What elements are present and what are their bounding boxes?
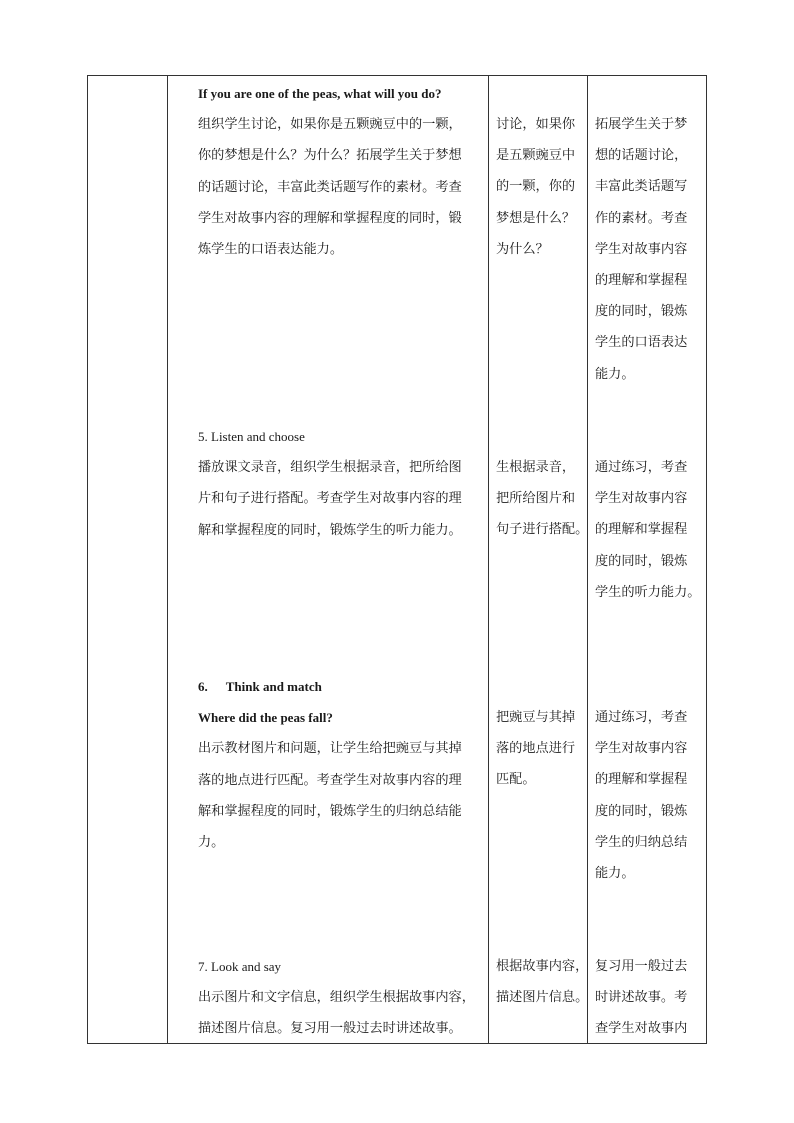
section-subheading: Where did the peas fall? <box>198 710 333 726</box>
purpose-block <box>588 951 706 1045</box>
teacher-line: 播放课文录音，组织学生根据录音，把所给图 <box>198 460 462 476</box>
section-heading: 7. Look and say <box>198 959 282 974</box>
student-line: 根据故事内容， <box>496 959 589 974</box>
section-heading: 5. Listen and choose <box>198 429 305 444</box>
student-line: 为什么？ <box>496 241 549 257</box>
section-number: 6. <box>198 679 208 694</box>
purpose-line: 能力。 <box>595 366 635 382</box>
purpose-line: 的理解和掌握程 <box>595 772 688 788</box>
student-line: 句子进行搭配。 <box>496 522 589 538</box>
student-line: 生根据录音， <box>496 460 576 475</box>
student-block <box>489 452 587 546</box>
section-heading: If you are one of the peas, what will you do? <box>198 86 442 101</box>
student-line: 讨论，如果你 <box>496 117 576 132</box>
purpose-line: 度的同时，锻炼 <box>595 553 688 569</box>
table-row <box>88 76 707 1044</box>
student-line: 的一颗，你的 <box>496 179 576 195</box>
teacher-line: 组织学生讨论，如果你是五颗豌豆中的一颗， <box>198 117 462 133</box>
purpose-line: 能力。 <box>595 865 635 881</box>
student-block <box>489 951 587 1013</box>
student-line: 把所给图片和 <box>496 491 576 507</box>
purpose-line: 查学生对故事内 <box>595 1021 688 1037</box>
purpose-block <box>588 452 706 608</box>
section-listen-choose <box>168 421 488 546</box>
teacher-line: 落的地点进行匹配。考查学生对故事内容的理 <box>198 772 462 788</box>
purpose-line: 拓展学生关于梦 <box>595 117 688 132</box>
teacher-line: 学生对故事内容的理解和掌握程度的同时，锻 <box>198 210 462 226</box>
student-line: 把豌豆与其掉 <box>496 710 576 725</box>
purpose-line: 作的素材。考查 <box>595 210 688 226</box>
purpose-line: 学生对故事内容 <box>595 241 688 257</box>
purpose-line: 学生的口语表达 <box>595 335 688 351</box>
section-look-say <box>168 951 488 1045</box>
purpose-line: 度的同时，锻炼 <box>595 803 688 819</box>
student-line: 落的地点进行 <box>496 741 576 757</box>
student-block <box>489 109 587 265</box>
section-heading <box>168 671 488 702</box>
teacher-activity-cell <box>168 76 489 1044</box>
purpose-line: 学生的归纳总结 <box>595 834 688 850</box>
student-line: 匹配。 <box>496 772 536 788</box>
purpose-line: 时讲述故事。考 <box>595 990 688 1006</box>
design-purpose-cell <box>588 76 707 1044</box>
purpose-line: 学生对故事内容 <box>595 741 688 757</box>
teacher-line: 的话题讨论，丰富此类话题写作的素材。考查 <box>198 179 462 195</box>
section-title: Think and match <box>225 679 322 694</box>
purpose-line: 的理解和掌握程 <box>595 272 688 288</box>
section-discussion <box>168 78 488 265</box>
teacher-line: 描述图片信息。复习用一般过去时讲述故事。 <box>198 1021 462 1037</box>
section-think-match <box>168 671 488 858</box>
purpose-line: 通过练习，考查 <box>595 710 688 725</box>
teacher-line: 解和掌握程度的同时，锻炼学生的听力能力。 <box>198 522 462 538</box>
lesson-plan-table <box>87 75 707 1044</box>
purpose-line: 通过练习，考查 <box>595 460 688 475</box>
purpose-block <box>588 702 706 889</box>
teacher-line: 解和掌握程度的同时，锻炼学生的归纳总结能 <box>198 803 462 819</box>
student-line: 描述图片信息。 <box>496 990 589 1006</box>
student-line: 是五颗豌豆中 <box>496 148 576 164</box>
purpose-line: 学生对故事内容 <box>595 491 688 507</box>
student-activity-cell <box>489 76 588 1044</box>
purpose-line: 想的话题讨论， <box>595 148 688 164</box>
purpose-block <box>588 109 706 390</box>
teacher-line: 你的梦想是什么？为什么？拓展学生关于梦想 <box>198 148 462 164</box>
stage-column-cell <box>88 76 168 1044</box>
teacher-line: 出示教材图片和问题，让学生给把豌豆与其掉 <box>198 741 462 757</box>
purpose-line: 度的同时，锻炼 <box>595 304 688 320</box>
teacher-line: 出示图片和文字信息，组织学生根据故事内容， <box>198 990 475 1006</box>
purpose-line: 学生的听力能力。 <box>595 584 701 600</box>
teacher-line: 炼学生的口语表达能力。 <box>198 241 344 257</box>
teacher-line: 力。 <box>198 834 225 850</box>
purpose-line: 丰富此类话题写 <box>595 179 688 195</box>
student-line: 梦想是什么？ <box>496 210 576 226</box>
student-block <box>489 702 587 796</box>
teacher-line: 片和句子进行搭配。考查学生对故事内容的理 <box>198 491 462 507</box>
purpose-line: 复习用一般过去 <box>595 959 688 974</box>
purpose-line: 的理解和掌握程 <box>595 522 688 538</box>
